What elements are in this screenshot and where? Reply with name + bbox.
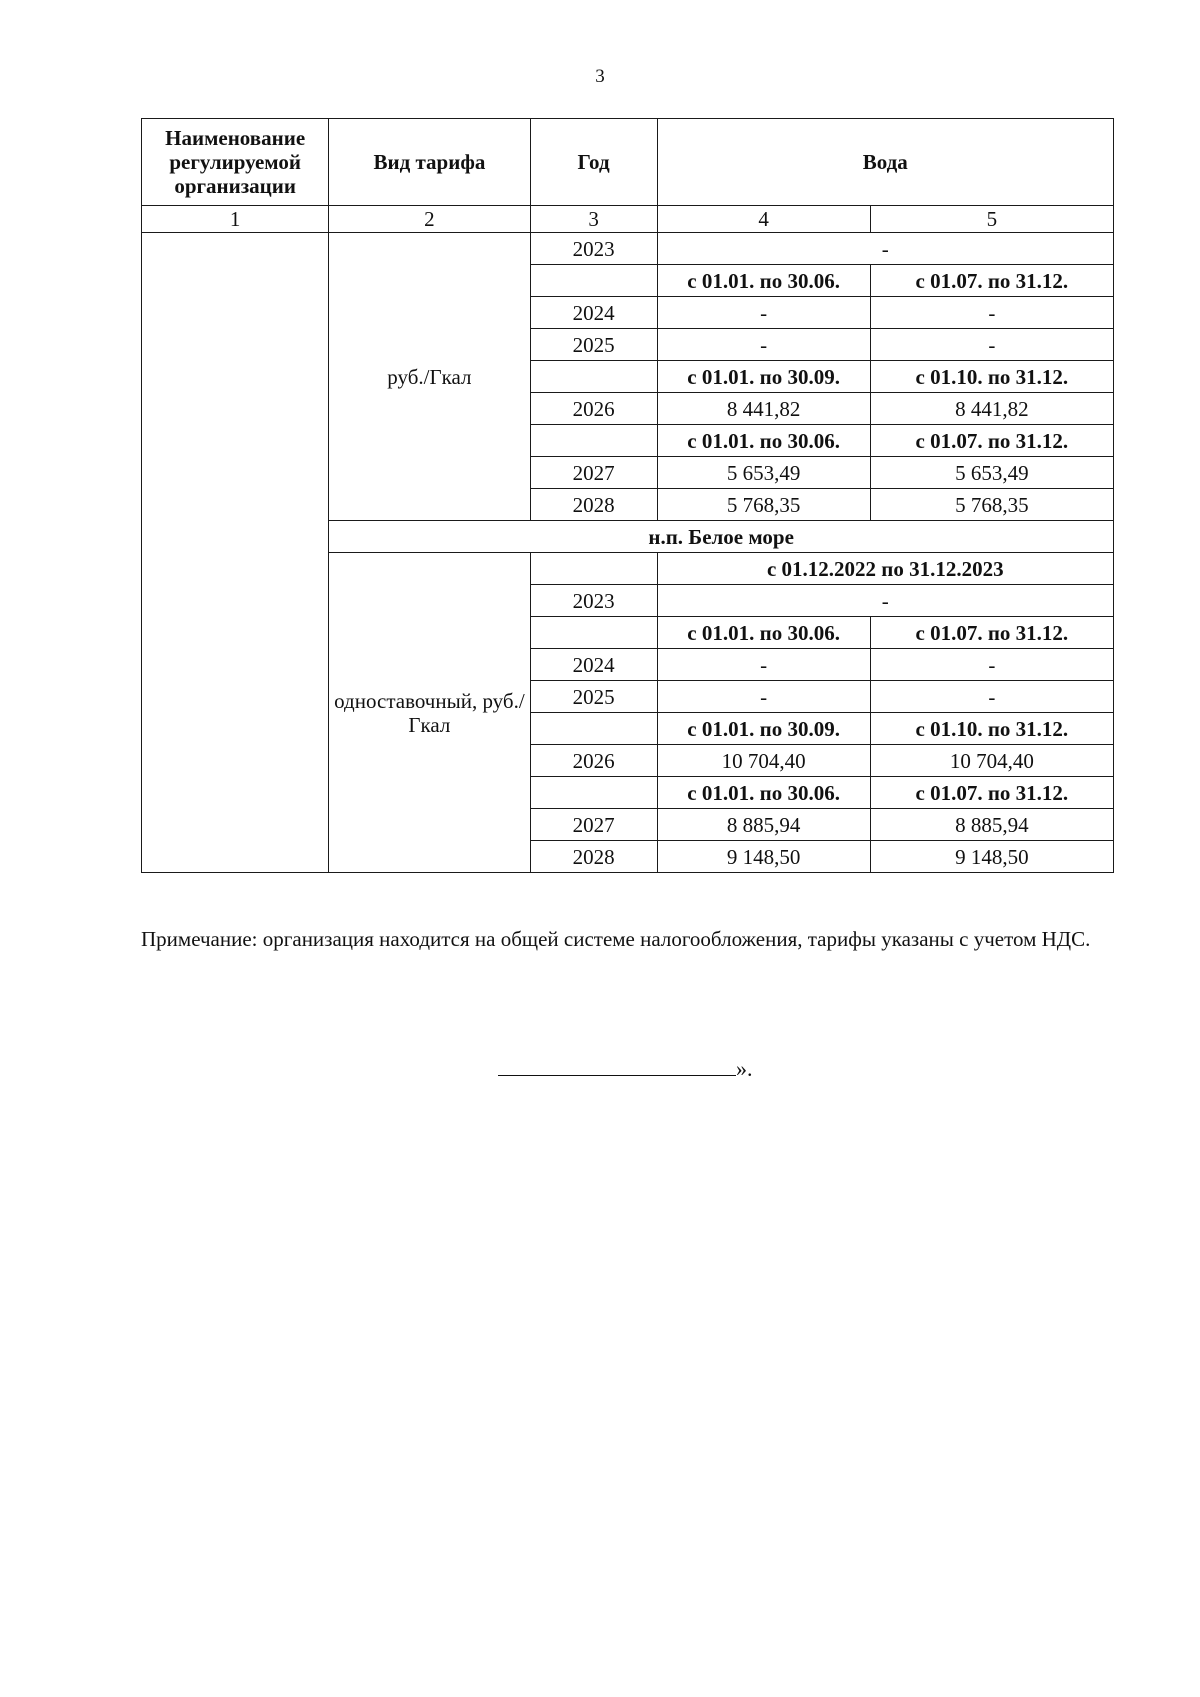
period-cell: с 01.07. по 31.12. xyxy=(870,777,1113,809)
tariff-table xyxy=(141,118,1114,873)
year-cell xyxy=(530,265,657,297)
note-text: Примечание: организация находится на общей системе налогообложения, тарифы указаны с учетом НДС. xyxy=(141,927,1091,951)
page-number: 3 xyxy=(595,66,605,87)
year-cell xyxy=(530,425,657,457)
value-cell: 8 885,94 xyxy=(870,809,1113,841)
value-cell: 5 653,49 xyxy=(870,457,1113,489)
period-cell: с 01.10. по 31.12. xyxy=(870,713,1113,745)
value-cell: - xyxy=(870,681,1113,713)
year-cell: 2024 xyxy=(530,649,657,681)
year-cell: 2027 xyxy=(530,809,657,841)
column-number-row xyxy=(142,206,1114,233)
period-cell: с 01.10. по 31.12. xyxy=(870,361,1113,393)
year-cell: 2028 xyxy=(530,841,657,873)
tariff-type-cell: одноставочный, руб./Гкал xyxy=(329,553,530,873)
year-cell: 2027 xyxy=(530,457,657,489)
period-cell: с 01.01. по 30.06. xyxy=(657,265,870,297)
signature-line xyxy=(498,1055,736,1076)
tariff-type-cell: руб./Гкал xyxy=(329,233,530,521)
header-year: Год xyxy=(530,119,657,206)
value-cell: 10 704,40 xyxy=(870,745,1113,777)
header-water: Вода xyxy=(657,119,1113,206)
year-cell: 2025 xyxy=(530,681,657,713)
year-cell xyxy=(530,553,657,585)
year-cell xyxy=(530,361,657,393)
period-cell: с 01.01. по 30.06. xyxy=(657,617,870,649)
org-name-cell xyxy=(142,233,329,873)
value-cell: - xyxy=(870,649,1113,681)
settlement-name: н.п. Белое море xyxy=(329,521,1114,553)
value-cell: - xyxy=(657,681,870,713)
period-cell: с 01.07. по 31.12. xyxy=(870,425,1113,457)
year-cell xyxy=(530,713,657,745)
column-number: 5 xyxy=(870,206,1113,233)
value-cell: 5 768,35 xyxy=(870,489,1113,521)
value-cell: - xyxy=(870,329,1113,361)
value-cell: - xyxy=(657,233,1113,265)
value-cell: 9 148,50 xyxy=(657,841,870,873)
year-cell: 2025 xyxy=(530,329,657,361)
value-cell: 8 441,82 xyxy=(870,393,1113,425)
period-cell: с 01.01. по 30.09. xyxy=(657,713,870,745)
year-cell xyxy=(530,777,657,809)
year-cell xyxy=(530,617,657,649)
period-cell: с 01.12.2022 по 31.12.2023 xyxy=(657,553,1113,585)
value-cell: 9 148,50 xyxy=(870,841,1113,873)
value-cell: - xyxy=(657,297,870,329)
header-row xyxy=(142,119,1114,206)
year-cell: 2026 xyxy=(530,393,657,425)
period-cell: с 01.01. по 30.06. xyxy=(657,425,870,457)
closing-mark xyxy=(498,1055,753,1082)
closing-quote: ». xyxy=(736,1056,753,1081)
year-cell: 2028 xyxy=(530,489,657,521)
value-cell: - xyxy=(657,329,870,361)
table-row xyxy=(142,233,1114,265)
period-cell: с 01.01. по 30.09. xyxy=(657,361,870,393)
period-cell: с 01.01. по 30.06. xyxy=(657,777,870,809)
value-cell: - xyxy=(657,585,1113,617)
column-number: 4 xyxy=(657,206,870,233)
value-cell: 8 441,82 xyxy=(657,393,870,425)
year-cell: 2023 xyxy=(530,233,657,265)
value-cell: - xyxy=(870,297,1113,329)
period-cell: с 01.07. по 31.12. xyxy=(870,617,1113,649)
value-cell: 5 653,49 xyxy=(657,457,870,489)
value-cell: 8 885,94 xyxy=(657,809,870,841)
value-cell: 5 768,35 xyxy=(657,489,870,521)
header-org: Наименование регулируемой организации xyxy=(142,119,329,206)
column-number: 3 xyxy=(530,206,657,233)
year-cell: 2024 xyxy=(530,297,657,329)
column-number: 1 xyxy=(142,206,329,233)
column-number: 2 xyxy=(329,206,530,233)
header-tariff-type: Вид тарифа xyxy=(329,119,530,206)
year-cell: 2026 xyxy=(530,745,657,777)
value-cell: - xyxy=(657,649,870,681)
value-cell: 10 704,40 xyxy=(657,745,870,777)
period-cell: с 01.07. по 31.12. xyxy=(870,265,1113,297)
year-cell: 2023 xyxy=(530,585,657,617)
